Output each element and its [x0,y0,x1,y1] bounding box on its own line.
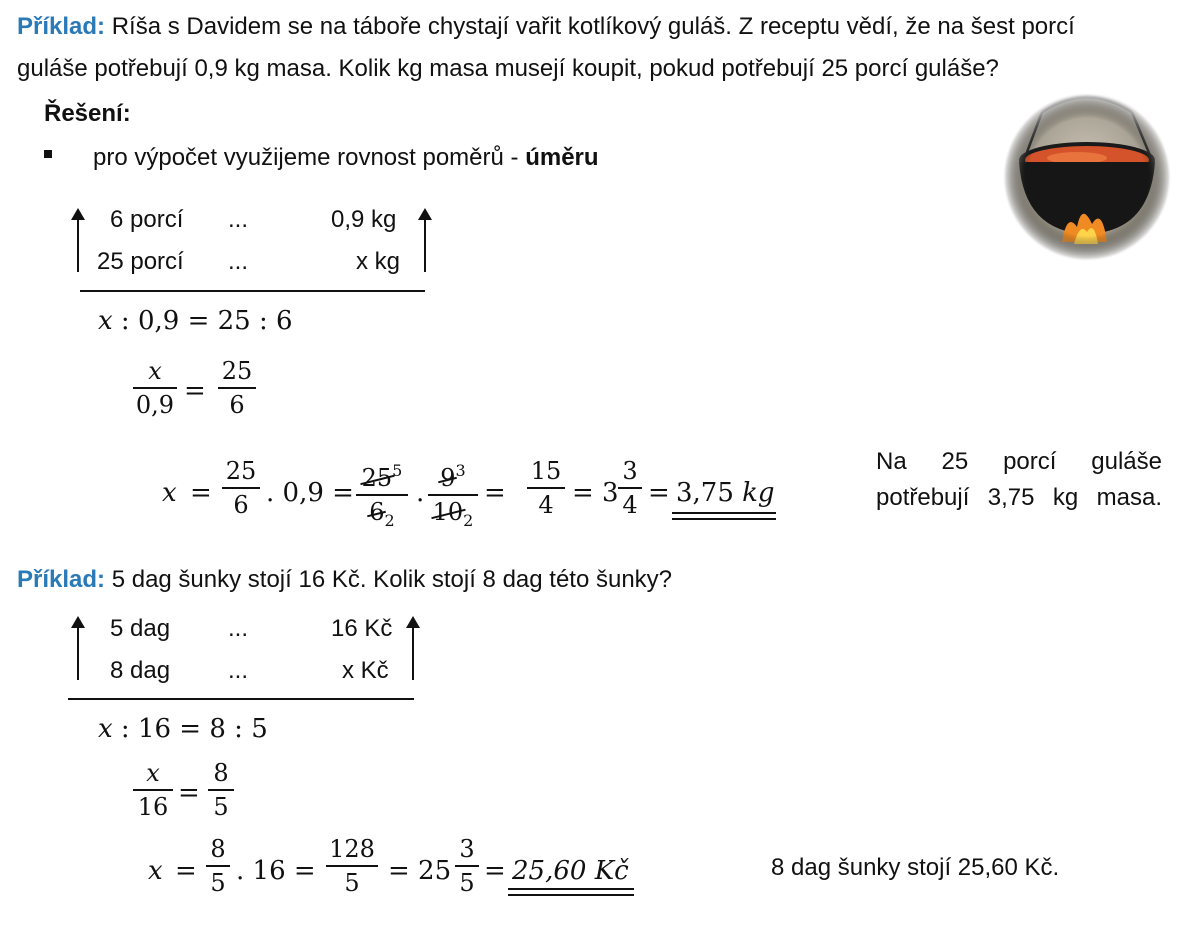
up-arrow-left-2-icon [77,626,79,680]
ex2-row2-right: x Kč [342,657,389,684]
ex2-eq3-equals3: = [484,856,506,886]
example2-heading [17,568,672,592]
ex2-row1-dots: ... [228,615,249,642]
ex1-eq3-frac2: $25^5$ $6_2$ [356,456,408,536]
ex1-eq3-equals2: = [484,478,506,508]
up-arrow-right-2-icon [412,626,414,680]
ex2-equation1: x : 16 = 8 : 5 [98,714,268,744]
ex1-result: 3,75 kg [676,478,775,508]
ex2-eq2-frac-left: x 16 [133,758,173,822]
ex1-eq3-frac5: 3 4 [618,456,642,520]
ex1-equation1: x : 0,9 = 25 : 6 [98,306,293,336]
ex2-eq3-equals2: = 25 [388,856,452,886]
up-arrow-left-icon [77,218,79,272]
ex1-answer: Na 25 porcí guláše potřebují 3,75 kg masa. [876,448,1162,511]
ex1-eq3-mul: . 0,9 = [266,478,354,508]
example1-text-line2: guláše potřebují 0,9 kg masa. Kolik kg masa musejí koupit, pokud potřebují 25 porcí guláše? [17,55,999,82]
ex2-row1-left: 5 dag [110,615,171,642]
ex1-row2-dots: ... [228,248,249,275]
ex1-eq3-frac4: 15 4 [527,456,565,520]
ex1-eq3-equals4: = [648,478,670,508]
ex1-eq3-frac3: $9^3$ $10_2$ [428,456,478,536]
ex2-result-underline [508,888,634,896]
example1-label: Příklad: [17,13,106,40]
ex2-row1-right: 16 Kč [331,615,393,642]
ex2-answer: 8 dag šunky stojí 25,60 Kč. [771,854,1060,881]
ex2-result: 25,60 Kč [512,856,629,886]
bullet-text: pro výpočet využijeme rovnost poměrů - [93,144,526,171]
example2-label: Příklad: [17,566,106,593]
ex2-eq3-x: x [148,856,163,886]
bullet-line [93,146,599,170]
bullet-bold-text: úměru [525,144,599,171]
ex2-eq3-equals: = [175,856,197,886]
ex2-row2-left: 8 dag [110,657,171,684]
example1-text-line1: Ríša s Davidem se na táboře chystají vařit kotlíkový guláš. Z receptu vědí, že na šest porcí [111,13,1075,40]
ex2-divider [68,698,414,700]
ex1-row2-right: x kg [356,248,401,275]
solution-heading: Řešení: [44,100,131,127]
ex1-eq2-equals: = [184,376,206,406]
ex1-result-underline [672,512,776,520]
ex2-eq2-frac-right: 8 5 [208,758,234,822]
ex1-row1-right: 0,9 kg [331,206,397,233]
kettle-image [1002,92,1172,262]
ex1-eq3-dot: . [416,478,425,508]
ex1-eq3-equals3: = 3 [572,478,619,508]
ex2-eq3-frac2: 128 5 [326,834,378,898]
ex2-row2-dots: ... [228,657,249,684]
ex1-eq3-x: x [162,478,177,508]
ex2-eq2-equals: = [178,778,200,808]
example1-heading [17,15,1075,39]
ex1-divider [80,290,425,292]
ex1-row1-left: 6 porcí [110,206,184,233]
ex1-eq2-frac-right: 25 6 [218,356,256,420]
ex1-eq2-frac-left: x 0,9 [133,356,177,420]
ex2-eq3-frac1: 8 5 [206,834,230,898]
bullet-marker [44,150,52,158]
ex1-row2-left: 25 porcí [97,248,184,275]
ex2-eq3-mul: . 16 = [236,856,316,886]
ex1-eq3-frac1: 25 6 [222,456,260,520]
ex1-eq3-equals: = [190,478,212,508]
example2-text: 5 dag šunky stojí 16 Kč. Kolik stojí 8 dag této šunky? [111,566,673,593]
ex2-eq3-frac3: 3 5 [455,834,479,898]
ex1-row1-dots: ... [228,206,249,233]
up-arrow-right-icon [424,218,426,272]
